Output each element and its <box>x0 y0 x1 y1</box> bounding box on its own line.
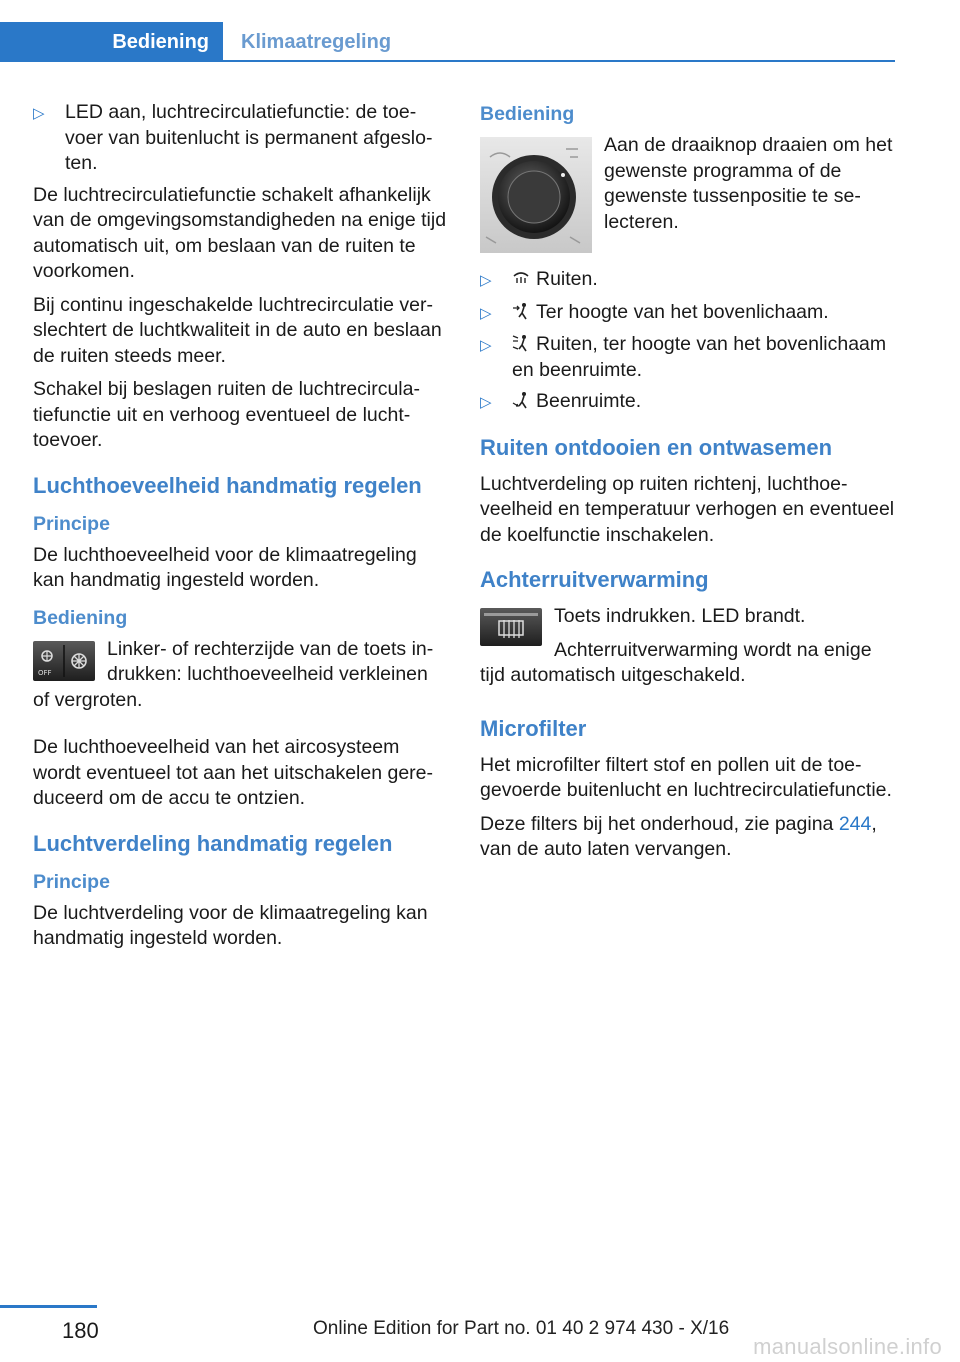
bullet-triangle-icon: ▷ <box>480 337 492 354</box>
airflow-all-icon <box>512 334 530 352</box>
heading-luchtverdeling: Luchtverdeling handmatig regelen <box>33 830 393 856</box>
subheading-bediening: Bediening <box>33 606 128 629</box>
heading-achterruitverwarming: Achterruitverwarming <box>480 567 709 592</box>
heading-ontdooien: Ruiten ontdooien en ontwasemen <box>480 434 833 460</box>
rear-defrost-button-image <box>480 608 542 646</box>
airflow-upper-body-icon <box>512 302 530 320</box>
heading-luchthoeveelheid: Luchthoeveelheid handmatig regelen <box>33 472 422 498</box>
fan-speed-button-image <box>33 641 95 681</box>
right-column <box>480 100 895 871</box>
bullet-triangle-icon: ▷ <box>33 105 45 122</box>
paragraph: Schakel bij beslagen ruiten de luchtrecirculatiefunctie uit en verhoog eventueel de luchttoevoer. <box>33 378 420 451</box>
subheading-bediening: Bediening <box>480 103 575 125</box>
bullet-triangle-icon: ▷ <box>480 394 492 411</box>
watermark: manualsonline.info <box>753 1334 942 1359</box>
paragraph: De luchtverdeling voor de klimaatregeling kan handmatig ingesteld worden. <box>33 901 428 949</box>
rotary-knob-image <box>480 137 592 253</box>
bullet-triangle-icon: ▷ <box>480 304 492 322</box>
subheading-principe: Principe <box>33 870 110 893</box>
paragraph: De luchthoeveelheid van het aircosysteem wordt eventueel tot aan het uitschakelen gereduceerd om de accu te ontzien. <box>33 736 434 809</box>
paragraph: Het microfilter filtert stof en pollen uit de toegevoerde buitenlucht en luchtrecirculatiefunctie. <box>480 753 892 801</box>
page-link-244[interactable]: 244 <box>838 812 872 835</box>
left-column <box>33 100 447 960</box>
paragraph: Luchtverdeling op ruiten richtenj, luchthoeveelheid en temperatuur verhogen en eventueel de koelfunctie inschakelen. <box>480 472 895 546</box>
svg-text:OFF: OFF <box>38 668 52 677</box>
tab-klimaatregeling[interactable]: Klimaatregeling <box>241 30 392 53</box>
page-number: 180 <box>62 1318 99 1343</box>
bullet-ruiten: ▷ Ruiten. <box>480 267 895 294</box>
bullet-triangle-icon: ▷ <box>480 272 492 289</box>
paragraph: Achterruitverwarming wordt na enige tijd automatisch uitgeschakeld. <box>480 638 872 686</box>
bullet-bovenlichaam: ▷ Ter hoogte van het bovenlichaam. <box>480 300 895 327</box>
bullet-beenruimte: ▷ Beenruimte. <box>480 389 895 416</box>
airflow-footwell-icon <box>512 391 530 409</box>
edition-text: Online Edition for Part no. 01 40 2 974 430 - X/16 <box>313 1318 730 1339</box>
bullet-led: ▷ LED aan, luchtrecirculatiefunctie: de toevoer van buitenlucht is permanent afgesloten. <box>33 100 447 177</box>
header-rule <box>0 60 895 62</box>
subheading-principe: Principe <box>33 512 110 535</box>
windshield-icon <box>512 269 530 287</box>
bullet-ruiten-bovenlichaam-beenruimte: ▷ Ruiten, ter hoogte van het bovenlichaam en beenruimte. <box>480 332 895 383</box>
paragraph: De luchthoeveelheid voor de klimaatregeling kan handmatig ingesteld worden. <box>33 543 417 591</box>
header-tabbar <box>0 22 895 62</box>
paragraph: Toets indrukken. LED brandt. <box>554 605 806 627</box>
paragraph: De luchtrecirculatiefunctie schakelt afhankelijk van de omgevingsomstandigheden na enige tijd automatisch uit, om beslaan van de ruiten te voorkomen. <box>33 183 447 282</box>
heading-microfilter: Microfilter <box>480 715 587 741</box>
paragraph-filters: Deze filters bij het onderhoud, zie pagina 244, van de auto laten vervangen. <box>480 812 877 860</box>
tab-bediening[interactable]: Bediening <box>0 22 223 62</box>
paragraph: Linker- of rechterzijde van de toets indrukken: luchthoeveelheid verkleinen of vergroten. <box>33 637 434 711</box>
paragraph: Bij continu ingeschakelde luchtrecirculatie verslechtert de luchtkwaliteit in de auto en beslaan de ruiten steeds meer. <box>33 293 442 367</box>
paragraph: Aan de draaiknop draaien om het gewenste programma of de gewenste tussenpositie te selecteren. <box>604 134 893 233</box>
footer-rule <box>0 1305 97 1308</box>
